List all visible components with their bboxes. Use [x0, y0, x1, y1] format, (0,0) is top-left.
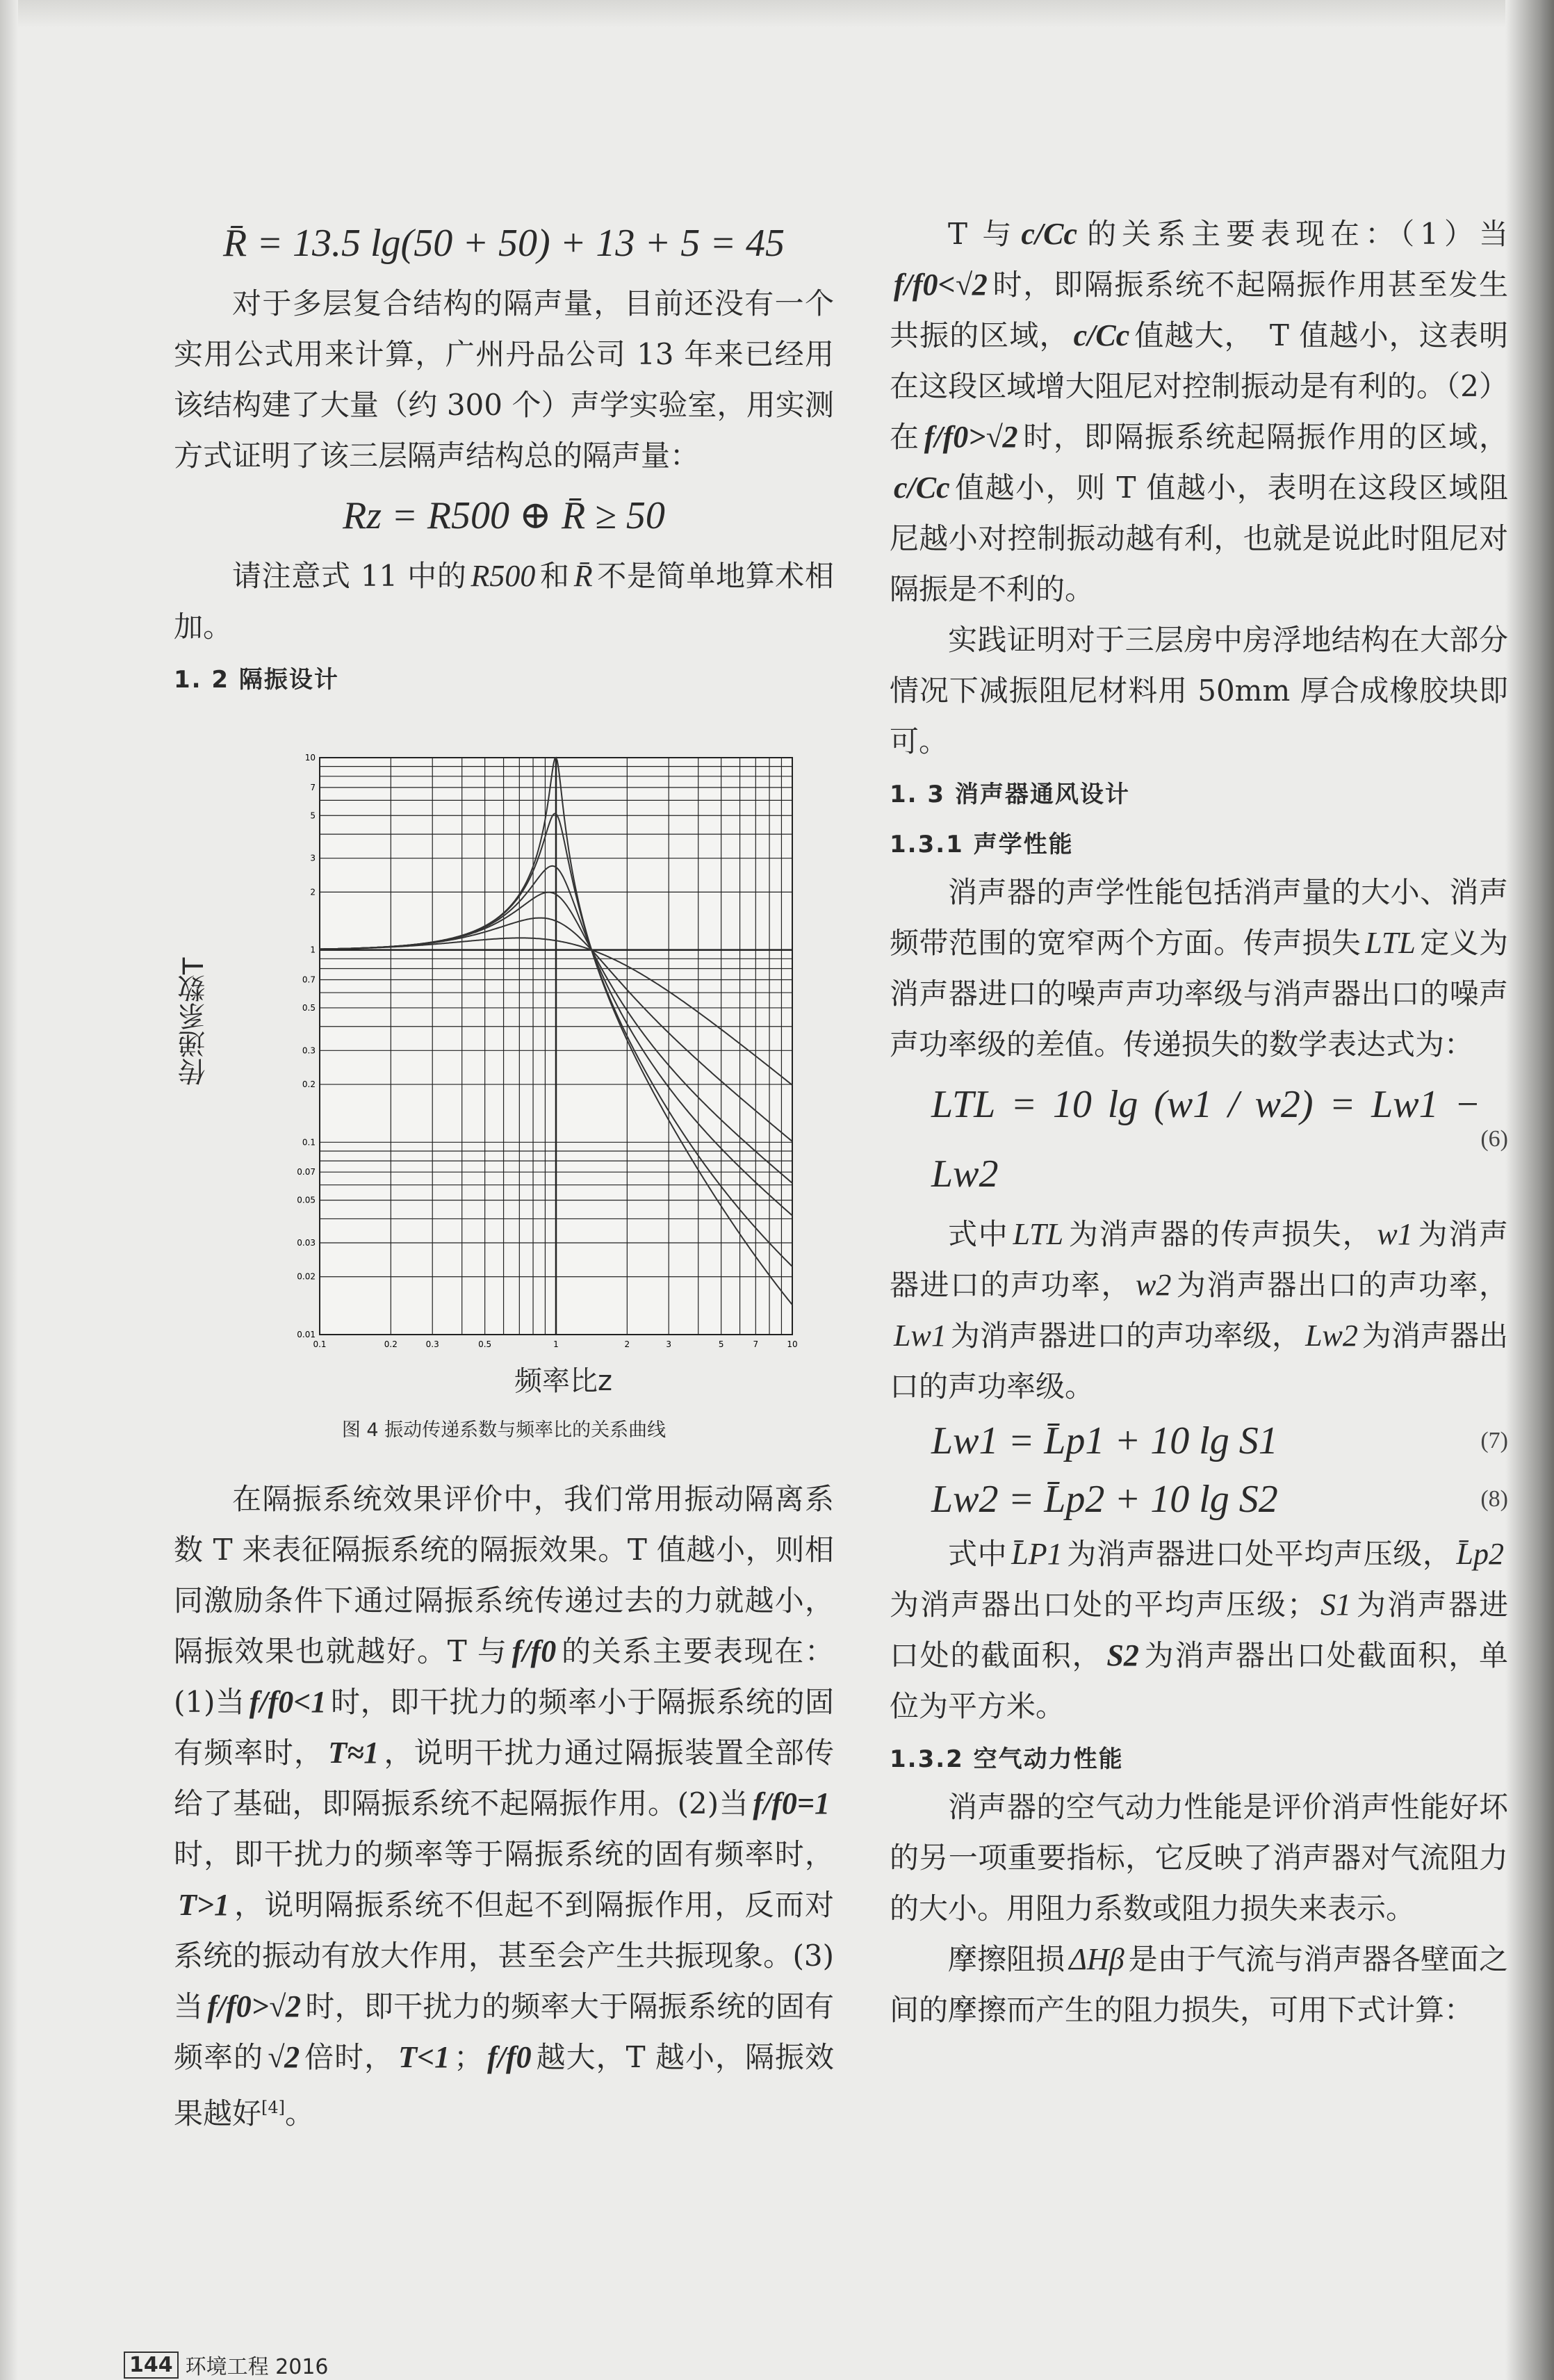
x-tick-label: 3	[666, 1339, 672, 1348]
y-tick-label: 0.03	[297, 1237, 316, 1248]
section-heading-1-3-2: 1.3.2 空气动力性能	[890, 1745, 1124, 1773]
y-tick-label: 7	[310, 782, 316, 792]
x-tick-label: 7	[753, 1339, 759, 1348]
section-heading-1-3: 1. 3 消声器通风设计	[890, 781, 1130, 808]
y-tick-label: 0.1	[302, 1137, 316, 1148]
equation-8-number: (8)	[1480, 1486, 1508, 1512]
y-tick-label: 1	[310, 945, 316, 955]
y-tick-label: 0.7	[302, 975, 316, 985]
figure-x-axis-label: 频率比z	[514, 1365, 612, 1397]
paragraph-friction: 摩擦阻损 ΔHβ 是由于气流与消声器各壁面之间的摩擦而产生的阻力损失，可用下式计算：	[890, 1942, 1508, 2027]
equation-8-row	[890, 1470, 1508, 1529]
chart-svg	[292, 751, 820, 1348]
y-tick-label: 0.02	[297, 1271, 316, 1282]
equation-6-row	[890, 1070, 1508, 1209]
equation-7-row	[890, 1412, 1508, 1470]
figure-caption: 图 4 振动传递系数与频率比的关系曲线	[341, 1419, 666, 1441]
y-tick-label: 2	[310, 887, 316, 897]
scan-shadow-right	[1505, 0, 1554, 2380]
x-tick-label: 10	[787, 1339, 798, 1348]
y-tick-label: 0.3	[302, 1045, 316, 1056]
paragraph-multilayer: 对于多层复合结构的隔声量，目前还没有一个实用公式用来计算，广州丹品公司 13 年来已经用该结构建了大量（约 300 个）声学实验室，用实测方式证明了该三层隔声结构总的隔声量：	[174, 286, 834, 473]
x-tick-label: 0.3	[425, 1339, 439, 1348]
scan-shadow-top	[0, 0, 1554, 28]
x-tick-label: 2	[624, 1339, 630, 1348]
x-tick-label: 0.1	[313, 1339, 327, 1348]
equation-7-number: (7)	[1480, 1428, 1508, 1453]
x-tick-label: 0.5	[478, 1339, 492, 1348]
x-tick-label: 5	[718, 1339, 724, 1348]
equation-rz: Rz = R500 ⊕ R̄ ≥ 50	[343, 494, 665, 537]
equation-8: Lw2 = L̄p2 + 10 lg S2	[931, 1478, 1278, 1521]
paragraph-acoustic: 消声器的声学性能包括消声量的大小、消声频带范围的宽窄两个方面。传声损失 LTL 定义为消声器进口的噪声声功率级与消声器出口的噪声声功率级的差值。传递损失的数学表达式为：	[890, 875, 1508, 1061]
y-tick-label: 3	[310, 853, 316, 863]
equation-6-number: (6)	[1480, 1126, 1508, 1152]
x-tick-label: 1	[553, 1339, 559, 1348]
y-tick-label: 0.5	[302, 1002, 316, 1013]
figure-y-axis-label: 传递系数T	[178, 957, 210, 1086]
section-heading-1-2: 1. 2 隔振设计	[174, 666, 339, 694]
equation-7: Lw1 = L̄p1 + 10 lg S1	[931, 1419, 1278, 1462]
paragraph-isolation: 在隔振系统效果评价中，我们常用振动隔离系数 T 来表征隔振系统的隔振效果。T 值越小，则相同激励条件下通过隔振系统传递过去的力就越小，隔振效果也就越好。T 与 f/f0 的关系主要表现在：(1)当 f/f0<1 时，即干扰力的频率小于隔振系统的固有频率时， T≈1 ，说明干扰力通过隔振装置全部传给了基础，即隔振系统不起隔振作用。(2)当 f/f0=1时，即干扰力的频率等于隔振系统的固有频率时，T>1 ，说明隔振系统不但起不到隔振作用，反而对系统的振动有放大作用，甚至会产生共振现象。(3)当 f/f0>√2 时，即干扰力的频率大于隔振系统的固有频率的 √2 倍时， T<1 ； f/f0 越大，T 越小，隔振效果越好[4]。	[174, 1482, 834, 2130]
paragraph-aerodynamic: 消声器的空气动力性能是评价消声性能好坏的另一项重要指标，它反映了消声器对气流阻力的大小。用阻力系数或阻力损失来表示。	[890, 1790, 1508, 1925]
equation-6: LTL = 10 lg (w1 / w2) = Lw1 − Lw2	[931, 1083, 1481, 1196]
paragraph-practice: 实践证明对于三层房中房浮地结构在大部分情况下减振阻尼材料用 50mm 厚合成橡胶块即可。	[890, 623, 1508, 758]
y-tick-label: 5	[310, 810, 316, 821]
paragraph-where-6: 式中 LTL 为消声器的传声损失， w1 为消声器进口的声功率， w2 为消声器出口的声功率，Lw1 为消声器进口的声功率级， Lw2 为消声器出口的声功率级。	[890, 1217, 1508, 1403]
equation-r-bar: R̄ = 13.5 lg(50 + 50) + 13 + 5 = 45	[222, 222, 785, 265]
page-footer	[124, 2349, 329, 2380]
left-column	[174, 209, 834, 702]
journal-name: 环境工程 2016	[185, 2355, 329, 2379]
scan-shadow-left	[0, 0, 18, 2380]
figure-transmissibility-chart	[292, 751, 820, 1351]
y-tick-label: 0.2	[302, 1079, 316, 1090]
page-number: 144	[124, 2352, 179, 2379]
x-tick-label: 0.2	[384, 1339, 398, 1348]
left-column-lower	[174, 1474, 834, 2139]
y-tick-label: 10	[304, 753, 316, 763]
y-tick-label: 0.01	[297, 1330, 316, 1339]
y-tick-label: 0.05	[297, 1195, 316, 1205]
paragraph-damping: T 与 c/Cc 的关系主要表现在：（1）当f/f0<√2 时，即隔振系统不起隔振作用甚至发生共振的区域， c/Cc 值越大， T 值越小，这表明在这段区域增大阻尼对控制振动是有利的。（2）在 f/f0>√2 时，即隔振系统起隔振作用的区域，c/Cc 值越小，则 T 值越小，表明在这段区域阻尼越小对控制振动越有利，也就是说此时阻尼对隔振是不利的。	[890, 217, 1508, 606]
paragraph-where-7-8: 式中 L̄P1 为消声器进口处平均声压级， L̄p2为消声器出口处的平均声压级； S1 为消声器进口处的截面积， S2 为消声器出口处截面积，单位为平方米。	[890, 1537, 1508, 1723]
section-heading-1-3-1: 1.3.1 声学性能	[890, 831, 1074, 858]
y-tick-label: 0.07	[297, 1167, 316, 1177]
paragraph-note: 请注意式 11 中的 R500 和 R̄ 不是简单地算术相加。	[174, 559, 834, 644]
right-column	[890, 209, 1508, 2035]
